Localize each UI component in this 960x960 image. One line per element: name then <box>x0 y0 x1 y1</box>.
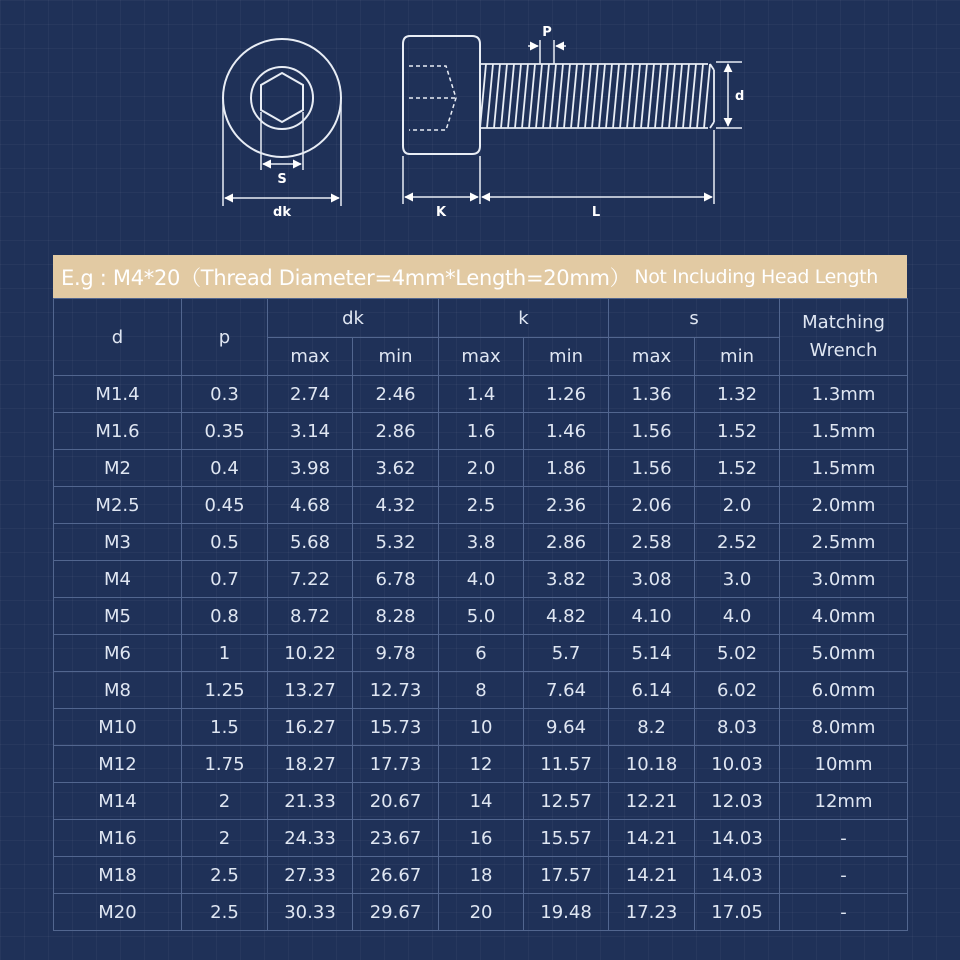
d-cell: M12 <box>54 746 182 783</box>
k-min-cell: 9.64 <box>524 709 609 746</box>
s-max-cell: 1.36 <box>609 376 695 413</box>
p-cell: 0.5 <box>182 524 268 561</box>
table-row <box>54 413 908 450</box>
k-min-cell: 15.57 <box>524 820 609 857</box>
wrench-cell: 6.0mm <box>780 672 908 709</box>
d-cell: M16 <box>54 820 182 857</box>
dk-label: dk <box>273 205 291 220</box>
k-max-cell: 10 <box>439 709 524 746</box>
table-body <box>54 376 908 931</box>
table-row <box>54 487 908 524</box>
screw-dimension-diagram <box>0 0 960 240</box>
k-max-cell: 14 <box>439 783 524 820</box>
dk-min-cell: 2.46 <box>353 376 439 413</box>
dk-min-cell: 3.62 <box>353 450 439 487</box>
head-length-note: Not Including Head Length <box>634 265 878 288</box>
p-cell: 2 <box>182 783 268 820</box>
table-row <box>54 783 908 820</box>
dk-min-cell: 2.86 <box>353 413 439 450</box>
p-label: P <box>542 25 552 40</box>
dk-min-cell: 15.73 <box>353 709 439 746</box>
k-max-cell: 4.0 <box>439 561 524 598</box>
threaded-shank <box>480 64 714 128</box>
k-min-cell: 7.64 <box>524 672 609 709</box>
p-cell: 0.4 <box>182 450 268 487</box>
dk-max-cell: 5.68 <box>268 524 353 561</box>
example-banner <box>53 255 907 298</box>
wrench-cell: 10mm <box>780 746 908 783</box>
d-cell: M4 <box>54 561 182 598</box>
k-l-dimensions <box>403 130 714 204</box>
wrench-cell: 3.0mm <box>780 561 908 598</box>
col-header-s: s <box>609 299 780 338</box>
wrench-cell: - <box>780 894 908 931</box>
l-label: L <box>591 205 601 220</box>
s-min-cell: 6.02 <box>695 672 780 709</box>
d-cell: M6 <box>54 635 182 672</box>
dk-max-header: max <box>268 338 353 376</box>
k-max-cell: 8 <box>439 672 524 709</box>
wrench-cell: 5.0mm <box>780 635 908 672</box>
dk-min-cell: 29.67 <box>353 894 439 931</box>
dk-min-cell: 6.78 <box>353 561 439 598</box>
d-cell: M8 <box>54 672 182 709</box>
s-min-cell: 1.32 <box>695 376 780 413</box>
k-min-cell: 4.82 <box>524 598 609 635</box>
wrench-cell: 4.0mm <box>780 598 908 635</box>
k-max-cell: 16 <box>439 820 524 857</box>
s-max-header: max <box>609 338 695 376</box>
k-min-cell: 11.57 <box>524 746 609 783</box>
dk-min-cell: 26.67 <box>353 857 439 894</box>
k-max-cell: 20 <box>439 894 524 931</box>
d-cell: M14 <box>54 783 182 820</box>
k-max-cell: 3.8 <box>439 524 524 561</box>
col-header-wrench <box>780 299 908 376</box>
k-max-cell: 2.0 <box>439 450 524 487</box>
dk-max-cell: 16.27 <box>268 709 353 746</box>
dk-max-cell: 18.27 <box>268 746 353 783</box>
p-dimension <box>528 40 566 64</box>
dk-min-cell: 4.32 <box>353 487 439 524</box>
s-min-cell: 1.52 <box>695 413 780 450</box>
dk-max-cell: 2.74 <box>268 376 353 413</box>
d-cell: M20 <box>54 894 182 931</box>
table-row <box>54 746 908 783</box>
table-row <box>54 450 908 487</box>
k-min-cell: 1.86 <box>524 450 609 487</box>
dk-min-cell: 20.67 <box>353 783 439 820</box>
d-cell: M3 <box>54 524 182 561</box>
table-row <box>54 524 908 561</box>
s-max-cell: 2.58 <box>609 524 695 561</box>
p-cell: 2 <box>182 820 268 857</box>
wrench-header-line1: Matching <box>802 312 885 333</box>
p-cell: 0.35 <box>182 413 268 450</box>
table-row <box>54 376 908 413</box>
k-max-cell: 5.0 <box>439 598 524 635</box>
col-header-d: d <box>54 299 182 376</box>
s-min-cell: 17.05 <box>695 894 780 931</box>
k-min-cell: 2.86 <box>524 524 609 561</box>
table-header <box>54 299 908 376</box>
d-cell: M2.5 <box>54 487 182 524</box>
p-cell: 0.45 <box>182 487 268 524</box>
table-row <box>54 561 908 598</box>
s-max-cell: 12.21 <box>609 783 695 820</box>
p-cell: 0.3 <box>182 376 268 413</box>
k-min-cell: 17.57 <box>524 857 609 894</box>
k-min-cell: 19.48 <box>524 894 609 931</box>
head-side-view <box>403 36 480 154</box>
p-cell: 1 <box>182 635 268 672</box>
s-min-cell: 10.03 <box>695 746 780 783</box>
example-text: E.g : M4*20（Thread Diameter=4mm*Length=20mm） <box>61 265 631 290</box>
wrench-cell: 1.3mm <box>780 376 908 413</box>
p-cell: 0.7 <box>182 561 268 598</box>
k-min-cell: 1.26 <box>524 376 609 413</box>
s-max-cell: 14.21 <box>609 857 695 894</box>
dk-max-cell: 13.27 <box>268 672 353 709</box>
s-max-cell: 5.14 <box>609 635 695 672</box>
dk-min-cell: 17.73 <box>353 746 439 783</box>
col-header-k: k <box>439 299 609 338</box>
head-top-view <box>223 39 341 157</box>
table-row <box>54 709 908 746</box>
dk-min-cell: 12.73 <box>353 672 439 709</box>
s-max-cell: 4.10 <box>609 598 695 635</box>
s-min-cell: 14.03 <box>695 857 780 894</box>
s-max-cell: 14.21 <box>609 820 695 857</box>
p-cell: 2.5 <box>182 857 268 894</box>
p-cell: 1.5 <box>182 709 268 746</box>
k-max-cell: 18 <box>439 857 524 894</box>
p-cell: 0.8 <box>182 598 268 635</box>
d-cell: M18 <box>54 857 182 894</box>
spec-table <box>53 298 908 931</box>
k-min-cell: 1.46 <box>524 413 609 450</box>
dk-max-cell: 30.33 <box>268 894 353 931</box>
p-cell: 2.5 <box>182 894 268 931</box>
d-cell: M5 <box>54 598 182 635</box>
k-max-header: max <box>439 338 524 376</box>
s-min-cell: 14.03 <box>695 820 780 857</box>
table-row <box>54 598 908 635</box>
s-min-cell: 12.03 <box>695 783 780 820</box>
k-max-cell: 1.4 <box>439 376 524 413</box>
k-min-cell: 5.7 <box>524 635 609 672</box>
dk-dimension <box>223 100 341 206</box>
s-min-cell: 2.0 <box>695 487 780 524</box>
d-cell: M1.6 <box>54 413 182 450</box>
s-min-cell: 5.02 <box>695 635 780 672</box>
wrench-header-line2: Wrench <box>809 340 878 361</box>
wrench-cell: - <box>780 820 908 857</box>
s-min-cell: 4.0 <box>695 598 780 635</box>
s-max-cell: 10.18 <box>609 746 695 783</box>
p-cell: 1.75 <box>182 746 268 783</box>
wrench-cell: 2.0mm <box>780 487 908 524</box>
wrench-cell: 1.5mm <box>780 450 908 487</box>
s-max-cell: 17.23 <box>609 894 695 931</box>
s-label: S <box>277 172 287 187</box>
wrench-cell: - <box>780 857 908 894</box>
wrench-cell: 1.5mm <box>780 413 908 450</box>
dk-max-cell: 3.98 <box>268 450 353 487</box>
hex-socket-icon <box>261 73 303 122</box>
k-max-cell: 12 <box>439 746 524 783</box>
table-row <box>54 894 908 931</box>
s-max-cell: 8.2 <box>609 709 695 746</box>
s-max-cell: 1.56 <box>609 450 695 487</box>
screw-drawing-svg <box>0 0 960 240</box>
s-max-cell: 3.08 <box>609 561 695 598</box>
k-max-cell: 2.5 <box>439 487 524 524</box>
header-row <box>54 299 908 338</box>
table-row <box>54 857 908 894</box>
table-row <box>54 672 908 709</box>
k-max-cell: 6 <box>439 635 524 672</box>
dk-min-cell: 8.28 <box>353 598 439 635</box>
col-header-p: p <box>182 299 268 376</box>
dk-max-cell: 21.33 <box>268 783 353 820</box>
d-cell: M1.4 <box>54 376 182 413</box>
k-min-cell: 12.57 <box>524 783 609 820</box>
s-max-cell: 2.06 <box>609 487 695 524</box>
k-label: K <box>435 205 447 220</box>
d-cell: M10 <box>54 709 182 746</box>
k-min-cell: 3.82 <box>524 561 609 598</box>
wrench-cell: 8.0mm <box>780 709 908 746</box>
s-min-cell: 8.03 <box>695 709 780 746</box>
dk-max-cell: 8.72 <box>268 598 353 635</box>
dk-min-cell: 23.67 <box>353 820 439 857</box>
s-min-cell: 1.52 <box>695 450 780 487</box>
dk-min-cell: 9.78 <box>353 635 439 672</box>
k-max-cell: 1.6 <box>439 413 524 450</box>
dk-min-header: min <box>353 338 439 376</box>
dk-min-cell: 5.32 <box>353 524 439 561</box>
dk-max-cell: 7.22 <box>268 561 353 598</box>
wrench-cell: 2.5mm <box>780 524 908 561</box>
dk-max-cell: 24.33 <box>268 820 353 857</box>
dk-max-cell: 27.33 <box>268 857 353 894</box>
wrench-cell: 12mm <box>780 783 908 820</box>
s-dimension <box>261 112 303 170</box>
s-min-cell: 3.0 <box>695 561 780 598</box>
s-max-cell: 6.14 <box>609 672 695 709</box>
table-row <box>54 635 908 672</box>
d-label: d <box>735 89 745 104</box>
s-max-cell: 1.56 <box>609 413 695 450</box>
table-row <box>54 820 908 857</box>
d-cell: M2 <box>54 450 182 487</box>
dk-max-cell: 10.22 <box>268 635 353 672</box>
col-header-dk: dk <box>268 299 439 338</box>
p-cell: 1.25 <box>182 672 268 709</box>
s-min-cell: 2.52 <box>695 524 780 561</box>
dk-max-cell: 3.14 <box>268 413 353 450</box>
s-min-header: min <box>695 338 780 376</box>
k-min-header: min <box>524 338 609 376</box>
dk-max-cell: 4.68 <box>268 487 353 524</box>
k-min-cell: 2.36 <box>524 487 609 524</box>
